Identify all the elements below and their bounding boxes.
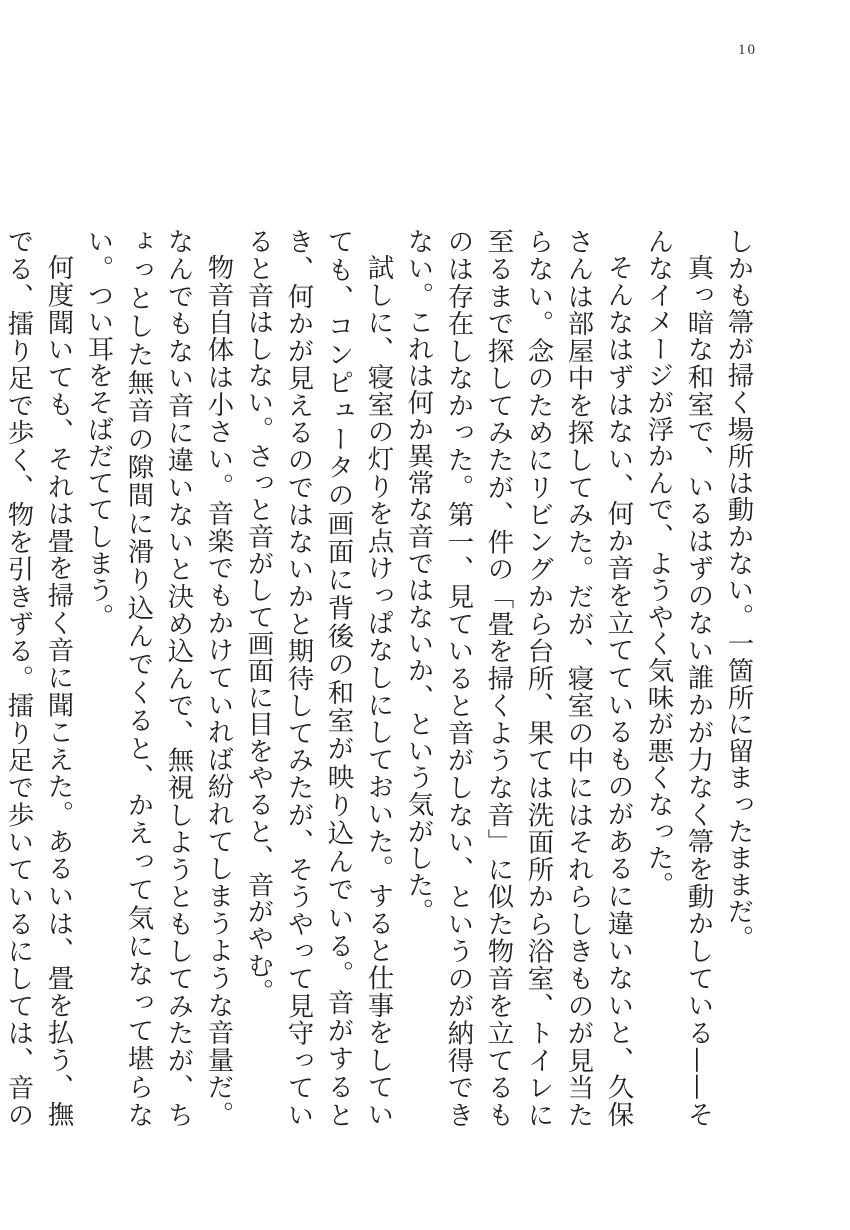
page-number: 10 xyxy=(738,42,757,58)
body-text xyxy=(0,228,758,1128)
paragraph: 物音自体は小さい。音楽でもかけていれば紛れてしまうような音量だ。なんでもない音に違いないと決め込んで、無視しようともしてみたが、ちょっとした無音の隙間に滑り込んでくると、かえって気になって堪らない。つい耳をそばだててしまう。 xyxy=(83,228,234,1128)
paragraph: そんなはずはない、何か音を立てているものがあるに違いないと、久保さんは部屋中を探してみた。だが、寝室の中にはそれらしきものが見当たらない。念のためにリビングから台所、果ては洗面所から浴室、トイレに至るまで探してみたが、件の「畳を掃くような音」に似た物音を立てるものは存在しなかった。第一、見ていると音がしない、というのが納得できない。これは何か異常な音ではないか、という気がした。 xyxy=(403,228,634,1128)
paragraph: 真っ暗な和室で、いるはずのない誰かが力なく箒を動かしている——そんなイメージが浮かんで、ようやく気味が悪くなった。 xyxy=(643,228,714,1128)
paragraph: 試しに、寝室の灯りを点けっぱなしにしておいた。すると仕事をしていても、コンピュータの画面に背後の和室が映り込んでいる。音がするとき、何かが見えるのではないかと期待してみたが、そうやって見守っていると音はしない。さっと音がして画面に目をやると、音がやむ。 xyxy=(243,228,394,1128)
paragraph: しかも箒が掃く場所は動かない。一箇所に留まったままだ。 xyxy=(723,228,754,952)
paragraph: 何度聞いても、それは畳を掃く音に聞こえた。あるいは、畳を払う、撫でる、擂り足で歩く、物を引きずる。擂り足で歩いているにしては、音の xyxy=(3,228,74,1128)
